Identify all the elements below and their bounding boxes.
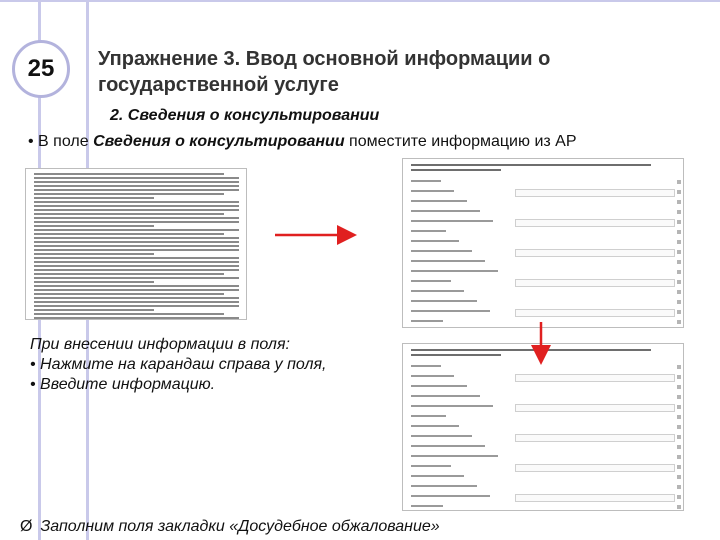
text-line [34,213,224,215]
form-thumbnail-zoomed [402,343,684,511]
arrow-bullet-icon: Ø [20,518,33,535]
pencil-icon [677,385,681,389]
form-row [411,384,675,393]
bullet-prefix: • В поле [28,133,94,150]
pencil-icon [677,260,681,264]
pencil-icon [677,230,681,234]
form-label [411,300,477,302]
form-label [411,260,485,262]
form-row [411,414,675,423]
form-row [411,309,675,318]
text-line [34,285,239,287]
form-field [515,434,675,442]
form-label [411,220,493,222]
pencil-icon [677,475,681,479]
text-line [34,301,239,303]
pencil-icon [677,300,681,304]
text-line [34,177,239,179]
document-thumbnail [25,168,247,320]
instruction-line: • Нажмите на карандаш справа у поля, [30,356,327,373]
form-label [411,475,464,477]
form-label [411,240,459,242]
form-header-line [411,354,501,356]
text-line [34,317,239,319]
text-line [34,209,239,211]
instruction-line: При внесении информации в поля: [30,336,290,353]
form-header-line [411,349,651,351]
form-field [515,249,675,257]
pencil-icon [677,395,681,399]
instruction-line: • Введите информацию. [30,376,216,393]
form-label [411,250,472,252]
form-row [411,504,675,511]
decor-line [0,0,720,2]
pencil-icon [677,180,681,184]
form-label [411,290,464,292]
form-label [411,190,454,192]
form-label [411,280,451,282]
text-line [34,293,224,295]
pencil-icon [677,435,681,439]
form-label [411,395,480,397]
form-thumbnail [402,158,684,328]
instruction-block [30,335,390,395]
form-row [411,289,675,298]
text-line [34,253,154,255]
form-row [411,209,675,218]
pencil-icon [677,495,681,499]
text-line [34,277,239,279]
form-field [515,464,675,472]
text-line [34,261,239,263]
pencil-icon [677,425,681,429]
text-line [34,249,239,251]
form-row [411,199,675,208]
form-label [411,485,477,487]
form-row [411,364,675,373]
pencil-icon [677,270,681,274]
form-field [515,374,675,382]
form-label [411,180,441,182]
form-field [515,219,675,227]
pencil-icon [677,455,681,459]
form-row [411,179,675,188]
text-line [34,297,239,299]
form-row [411,374,675,383]
text-line [34,281,154,283]
form-row [411,229,675,238]
bullet-emphasis: Сведения о консультировании [93,133,345,150]
bullet-instruction [28,133,577,151]
pencil-icon [677,310,681,314]
pencil-icon [677,220,681,224]
pencil-icon [677,280,681,284]
form-field [515,189,675,197]
pencil-icon [677,250,681,254]
form-label [411,455,498,457]
form-field [515,279,675,287]
footer-text: Заполним поля закладки «Досудебное обжалование» [40,518,440,535]
form-field [515,309,675,317]
form-label [411,270,498,272]
pencil-icon [677,375,681,379]
form-label [411,375,454,377]
form-row [411,239,675,248]
form-label [411,230,446,232]
text-line [34,313,224,315]
text-line [34,289,239,291]
form-row [411,299,675,308]
form-label [411,505,443,507]
text-line [34,229,239,231]
form-row [411,259,675,268]
text-line [34,173,224,175]
form-row [411,424,675,433]
form-label [411,365,441,367]
form-row [411,434,675,443]
form-field [515,494,675,502]
text-line [34,257,239,259]
form-row [411,404,675,413]
section-subtitle: 2. Сведения о консультировании [110,107,380,124]
form-row [411,464,675,473]
form-row [411,279,675,288]
form-label [411,445,485,447]
form-row [411,219,675,228]
text-line [34,217,239,219]
form-row [411,319,675,328]
text-line [34,201,239,203]
slide-title: Упражнение 3. Ввод основной информации о государственной услуге [98,48,551,96]
form-field [515,404,675,412]
form-row [411,394,675,403]
form-label [411,435,472,437]
form-label [411,320,443,322]
text-line [34,189,239,191]
text-line [34,185,239,187]
pencil-icon [677,240,681,244]
form-row [411,484,675,493]
form-header-line [411,169,501,171]
form-label [411,465,451,467]
form-row [411,444,675,453]
pencil-icon [677,505,681,509]
pencil-icon [677,190,681,194]
pencil-icon [677,415,681,419]
pencil-icon [677,485,681,489]
text-line [34,221,239,223]
text-line [34,181,239,183]
pencil-icon [677,290,681,294]
form-row [411,269,675,278]
text-line [34,197,154,199]
pencil-icon [677,405,681,409]
text-line [34,193,224,195]
pencil-icon [677,365,681,369]
text-line [34,205,239,207]
text-line [34,237,239,239]
form-row [411,189,675,198]
pencil-icon [677,465,681,469]
text-line [34,233,224,235]
bullet-suffix: поместите информацию из АР [344,133,577,150]
form-label [411,415,446,417]
form-label [411,405,493,407]
text-line [34,269,239,271]
pencil-icon [677,445,681,449]
footer-note [20,518,440,536]
text-line [34,225,154,227]
form-label [411,495,490,497]
form-header-line [411,164,651,166]
text-line [34,265,239,267]
text-line [34,245,239,247]
text-line [34,273,224,275]
form-row [411,474,675,483]
pencil-icon [677,320,681,324]
form-label [411,310,490,312]
form-row [411,454,675,463]
form-label [411,385,467,387]
form-label [411,425,459,427]
text-line [34,309,154,311]
form-row [411,249,675,258]
form-label [411,200,467,202]
pencil-icon [677,210,681,214]
text-line [34,241,239,243]
form-row [411,494,675,503]
form-label [411,210,480,212]
text-line [34,305,239,307]
slide-number-badge: 25 [12,40,70,98]
pencil-icon [677,200,681,204]
